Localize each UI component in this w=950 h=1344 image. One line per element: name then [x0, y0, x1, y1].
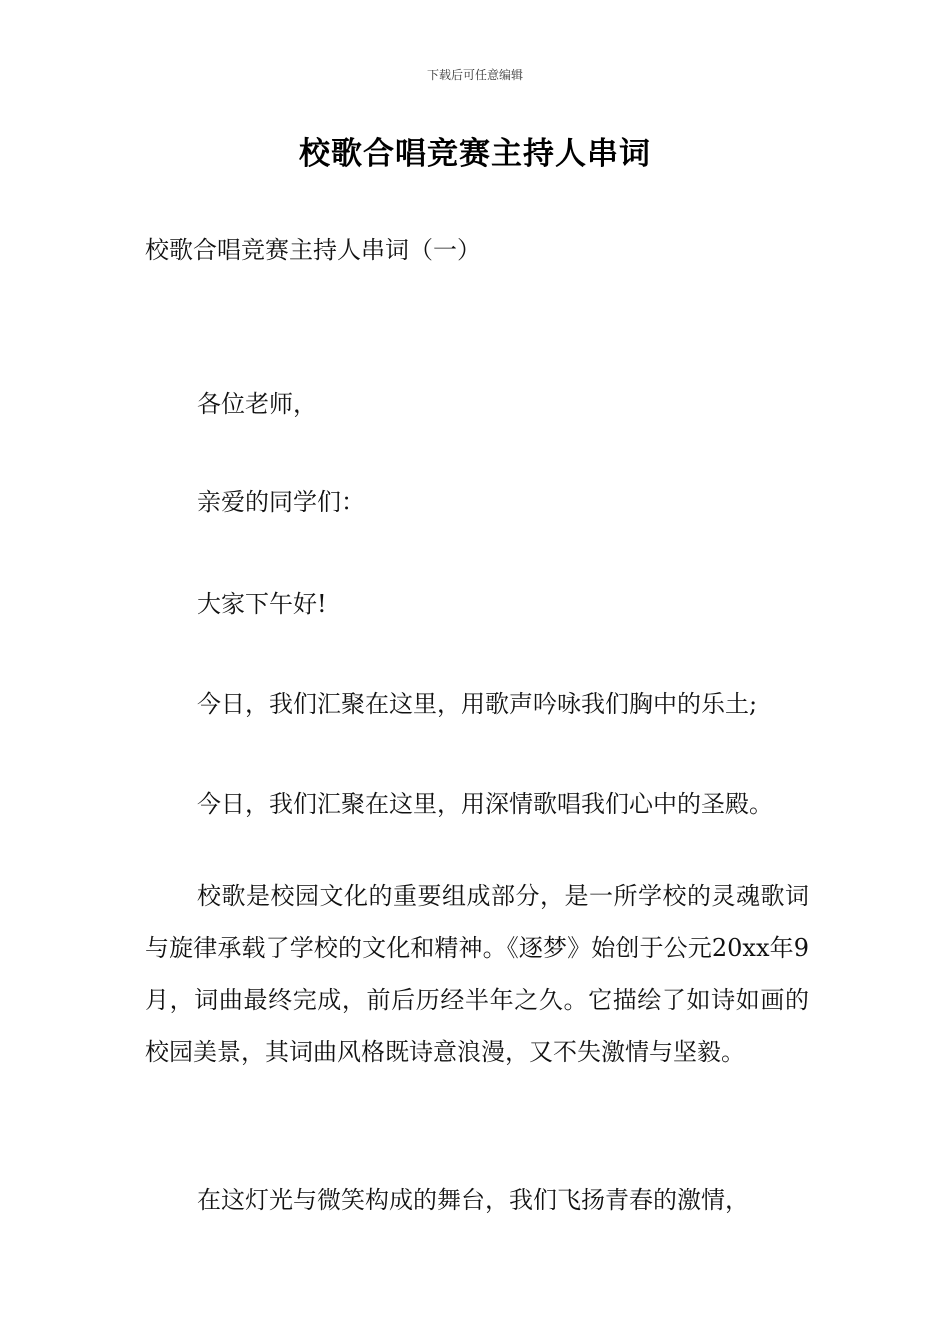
section-subtitle: 校歌合唱竞赛主持人串词（一） — [145, 236, 481, 264]
greeting-students: 亲爱的同学们： — [197, 488, 365, 516]
text-line-last: 在这灯光与微笑构成的舞台，我们飞扬青春的激情， — [197, 1186, 749, 1214]
text-line-1: 今日，我们汇聚在这里，用歌声吟咏我们胸中的乐土; — [197, 690, 758, 718]
body-paragraph: 校歌是校园文化的重要组成部分，是一所学校的灵魂歌词与旋律承载了学校的文化和精神。《逐梦》始创于公元20xx年9月，词曲最终完成，前后历经半年之久。它描绘了如诗如画的校园美景，其词曲风格既诗意浪漫，又不失激情与坚毅。 — [145, 882, 809, 1066]
greeting-teachers: 各位老师， — [197, 390, 317, 418]
header-note: 下载后可任意编辑 — [426, 68, 523, 82]
text-line-2: 今日，我们汇聚在这里，用深情歌唱我们心中的圣殿。 — [197, 790, 773, 818]
greeting-afternoon: 大家下午好! — [197, 590, 327, 618]
document-title: 校歌合唱竞赛主持人串词 — [299, 136, 651, 172]
